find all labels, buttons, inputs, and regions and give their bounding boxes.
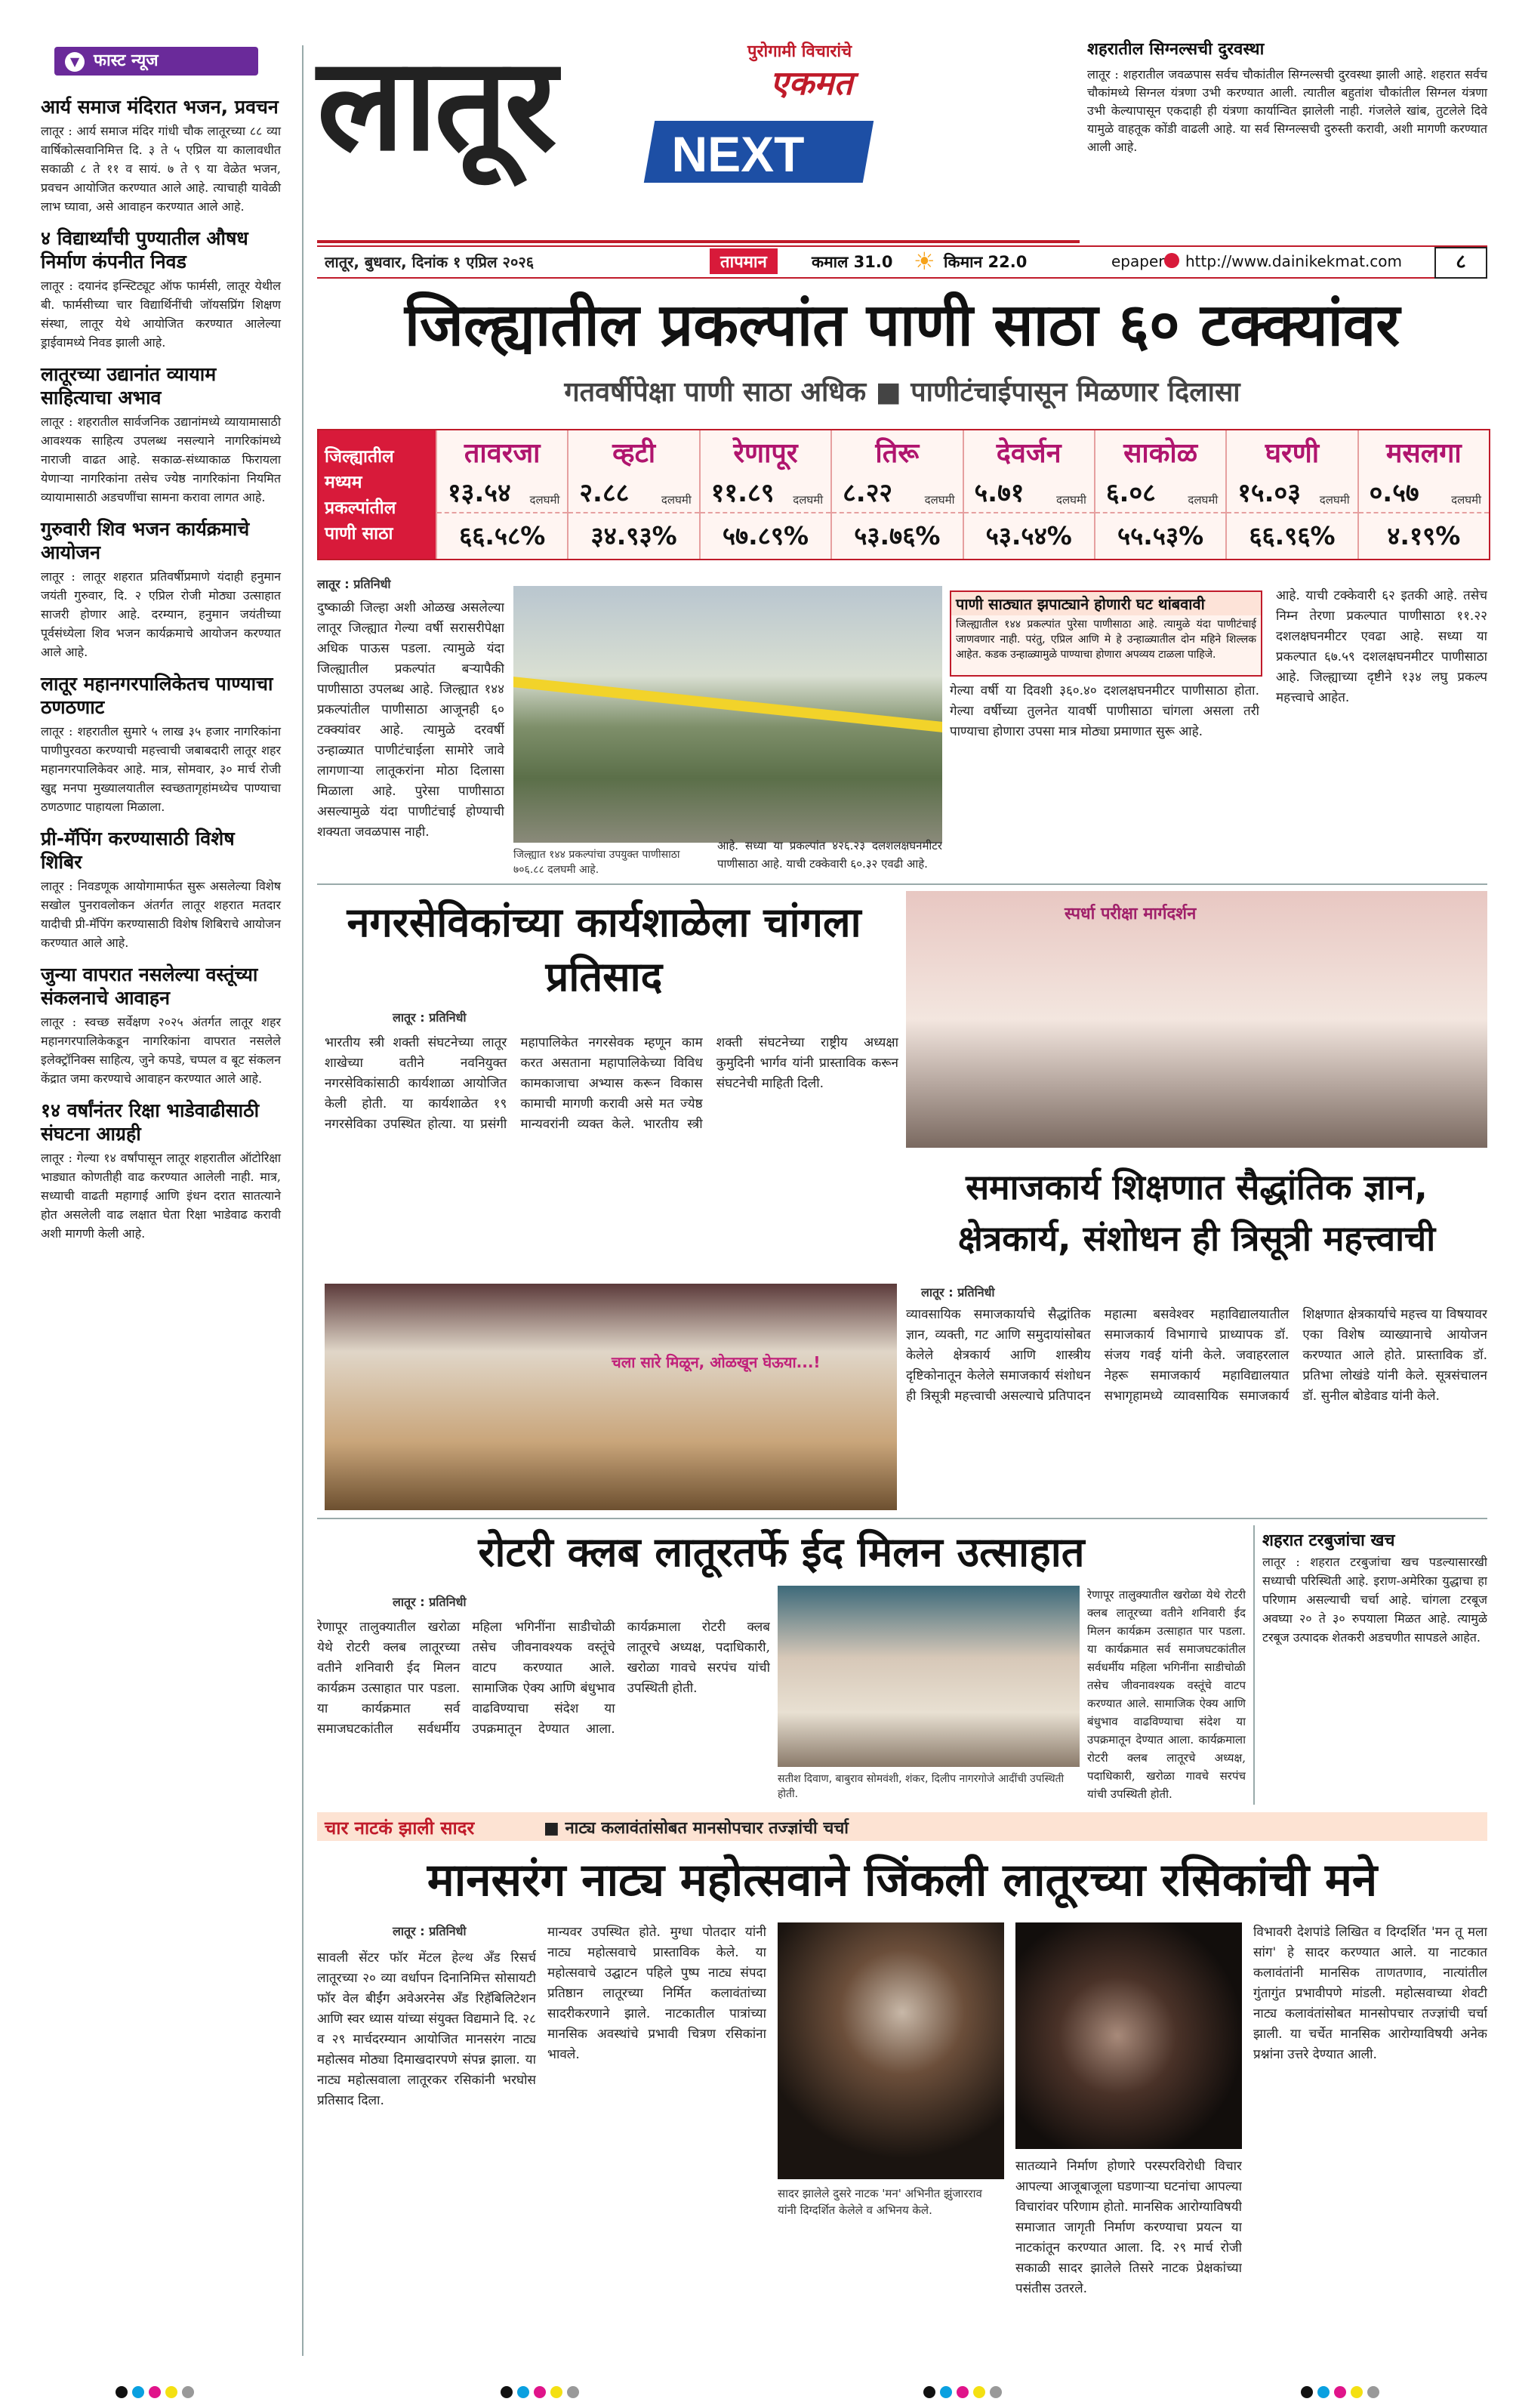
story4-body-right: रेणापूर तालुक्यातील खरोळा येथे रोटरी क्लब लातूरच्या वतीने शनिवारी ईद मिलन कार्यक्रम उत्साहात पार पडला. या कार्यक्रमात सर्व समाजघटकांतील सर्वधर्मीय महिला भगिनींना साडीचोळी तसेच जीवनावश्यक वस्तूंचे वाटप करण्यात आले. सामाजिक ऐक्य आणि बंधुभाव वाढविण्याचा संदेश या उपक्रमातून देण्यात आला. कार्यक्रमाला रोटरी क्लब लातूरचे अध्यक्ष, पदाधिकारी, खरोळा गावचे सरपंच यांची उपस्थिती होती.	[1087, 1588, 1246, 1801]
reservoir-name: तावरजा	[464, 438, 541, 469]
fast-news-body: लातूर : दयानंद इन्स्टिट्यूट ऑफ फार्मसी, लातूर येथील बी. फार्मसीच्या चार विद्यार्थिनींची जॉयसप्रिंग शिक्षण संस्था, लातूर येथे आयोजित करण्यात आलेल्या ड्राईवामध्ये निवड झाली आहे.	[41, 279, 281, 350]
globe-icon	[1164, 253, 1179, 268]
reservoir-unit: दलघमी	[793, 493, 824, 507]
reservoir-name: रेणापूर	[733, 438, 798, 469]
reservoir-name: व्हटी	[612, 438, 656, 469]
reservoir-cell	[699, 430, 830, 559]
reservoir-name: मसलगा	[1385, 438, 1462, 469]
story5-byline: लातूर : प्रतिनिधी	[393, 1924, 467, 1938]
fast-news-tag: ▼ फास्ट न्यूज	[54, 47, 258, 76]
reservoir-level	[568, 470, 698, 513]
reservoir-unit: दलघमी	[1451, 493, 1481, 507]
reservoir-name: घरणी	[1265, 438, 1320, 469]
box-body: जिल्ह्यातील १४४ प्रकल्पांत पुरेसा पाणीसाठा आहे. त्यामुळे यंदा पाणीटंचाई जाणवणार नाही. परंतु, एप्रिल आणि मे हे उन्हाळ्यातील दोन महिने शिल्लक आहेत. कडक उन्हाळ्यामुळे पाण्याचा होणारा अपव्यय टाळला पाहिजे.	[956, 618, 1256, 661]
reservoir-unit: दलघमी	[1056, 493, 1086, 507]
reservoir-value: ११.८९	[710, 478, 775, 508]
reservoir-level	[701, 470, 830, 513]
fast-news-item	[41, 362, 281, 507]
epaper-label: epaper	[1111, 252, 1165, 270]
temp-label: तापमान	[710, 248, 778, 274]
reservoir-value: ५.७१	[974, 478, 1025, 508]
reservoir-value: ०.५७	[1369, 478, 1419, 508]
story2-headline: नगरसेविकांच्या कार्यशाळेला चांगला प्रतिसाद	[347, 899, 861, 1001]
watermelon-body: लातूर : शहरात टरबुजांचा खच पडल्यासारखी सध्याची परिस्थिती आहे. इराण-अमेरिका युद्धाचा हा परिणाम असल्याची चर्चा आहे. चांगला टरबूज अवघ्या २० ते ३० रुपयाला मिळत आहे. त्यामुळे टरबूज उत्पादक शेतकरी अडचणीत सापडले आहेत.	[1262, 1555, 1487, 1645]
reservoir-percent: ५७.८९%	[722, 521, 809, 550]
reservoir-percent: ५५.५३%	[1117, 521, 1204, 550]
reservoir-cell	[1094, 430, 1225, 559]
reservoir-value: २.८८	[579, 478, 630, 508]
fast-news-body: लातूर : गेल्या १४ वर्षांपासून लातूर शहरातील ऑटोरिक्षा भाड्यात कोणतीही वाढ करण्यात आलेली नाही. मात्र, सध्याची वाढती महागाई आणि इंधन दरात सातत्याने होत असलेली वाढ लक्षात घेता रिक्षा भाडेवाढ करावी अशी मागणी केली आहे.	[41, 1151, 281, 1241]
reservoir-name: साकोळ	[1123, 438, 1198, 469]
lead-headline: जिल्ह्यातील प्रकल्पांत पाणी साठा ६० टक्क्यांवर	[404, 291, 1400, 359]
reservoir-unit: दलघमी	[1188, 493, 1219, 507]
dateline-bar	[317, 245, 1487, 279]
masthead-paper-name: एकमत	[770, 64, 853, 103]
reservoir-percent: ६६.९६%	[1249, 521, 1336, 550]
fast-news-item	[41, 95, 281, 216]
reservoir-level	[832, 470, 962, 513]
box-title: पाणी साठ्यात झपाट्याने होणारी घट थांबवावी	[951, 592, 1261, 615]
workshop-banner: चला सारे मिळून, ओळखून घेऊया...!	[612, 1353, 821, 1371]
story3-body: व्यावसायिक समाजकार्याचे सैद्धांतिक ज्ञान, व्यक्ती, गट आणि समुदायांसोबत केलेले क्षेत्रकार्य आणि शास्त्रीय दृष्टिकोनातून केलेले समाजकार्य संशोधन ही त्रिसूत्री महत्त्वाची असल्याचे प्रतिपादन महात्मा बसवेश्वर महाविद्यालयातील समाजकार्य विभागाचे प्राध्यापक डॉ. संजय गवई यांनी केले. जवाहरलाल नेहरू समाजकार्य महाविद्यालयात सभागृहामध्ये व्यावसायिक समाजकार्य शिक्षणात क्षेत्रकार्याचे महत्त्व या विषयावर एका विशेष व्याख्यानाचे आयोजन करण्यात आले होते. प्रास्ताविक डॉ. प्रतिभा लोखंडे यांनी केले. सूत्रसंचालन डॉ. सुनील बोडेवाड यांनी केले.	[906, 1307, 1487, 1404]
brief-body: लातूर : शहरातील जवळपास सर्वच चौकांतील सिग्नल्सची दुरवस्था झाली आहे. शहरात सर्वच चौकांमध्ये सिग्नल यंत्रणा उभी करण्यात आली. त्यातील बहुतांश चौकांतील सिग्नल यंत्रणा उभी केल्यापासून एकदाही ही यंत्रणा कार्यान्वित झालेली नाही. गंजलेले खांब, तुटलेले दिवे यामुळे वाहतूक कोंडी वाढली आहे. या सर्व सिग्नल्सची दुरुस्ती करावी, अशी मागणी करण्यात आली आहे.	[1087, 67, 1487, 154]
lead-caption: जिल्ह्यात १४४ प्रकल्पांचा उपयुक्त पाणीसाठा ७०६.८८ दलघमी आहे.	[513, 849, 680, 876]
reservoir-level	[1227, 470, 1357, 513]
story5-col2: मान्यवर उपस्थित होते. मुग्धा पोतदार यांनी नाट्य महोत्सवाचे प्रास्ताविक केले. या महोत्सवाचे उद्घाटन पहिले पुष्प नाट्य संपदा प्रतिष्ठान लातूरच्या निर्मित कलावंतांच्या सादरीकरणाने झाले. नाटकातील पात्रांच्या मानसिक अवस्थांचे प्रभावी चित्रण रसिकांना भावले.	[547, 1925, 766, 2062]
lead-col1: दुष्काळी जिल्हा अशी ओळख असलेल्या लातूर जिल्ह्यात गेल्या वर्षी सरासरीपेक्षा अधिक पाऊस पडला. त्यामुळे यंदा जिल्ह्यातील प्रकल्पांत बऱ्यापैकी पाणीसाठा उपलब्ध आहे. जिल्ह्यात १४४ प्रकल्पांतील पाणीसाठा आजूनही ६० टक्क्यांवर आहे. त्यामुळे दरवर्षी उन्हाळ्यात पाणीटंचाईला सामोरे जावे लागणाऱ्या लातूकरांना मोठा दिलासा मिळाला आहे. पुरेसा पाणीसाठा असल्यामुळे यंदा पाणीटंचाई होण्याची शक्यता जवळपास नाही.	[317, 600, 504, 840]
temp-max: कमाल 31.0	[812, 253, 893, 271]
fast-news-body: लातूर : स्वच्छ सर्वेक्षण २०२५ अंतर्गत लातूर शहर महानगरपालिकेकडून नागरिकांना वापरात नसलेले इलेक्ट्रॉनिक्स साहित्य, जुने कपडे, चप्पल व बूट संकलन केंद्रात जमा करण्याचे आवाहन करण्यात आले आहे.	[41, 1015, 281, 1086]
fast-news-title: गुरुवारी शिव भजन कार्यक्रमाचे आयोजन	[41, 518, 250, 563]
fast-news-item	[41, 1099, 281, 1243]
story5-col3: सातव्याने निर्माण होणारे परस्परविरोधी विचार आपल्या आजूबाजूला घडणाऱ्या घटनांचा आपल्या विचारांवर परिणाम होतो. मानसिक आरोग्याविषयी समाजात जागृती निर्माण करण्याचा प्रयत्न या नाटकांतून करण्यात आला. दि. २९ मार्च रोजी सकाळी सादर झालेले तिसरे नाटक प्रेक्षकांच्या पसंतीस उतरले.	[1015, 2159, 1242, 2296]
story5-kicker-sub: ■ नाट्य कलावंतांसोबत मानसोपचार तज्ज्ञांची चर्चा	[544, 1819, 849, 1838]
reservoir-level	[1359, 470, 1489, 513]
fast-news-body: लातूर : शहरातील सुमारे ५ लाख ३५ हजार नागरिकांना पाणीपुरवठा करण्याची महत्त्वाची जबाबदारी लातूर शहर महानगरपालिकेवर आहे. मात्र, सोमवार, ३० मार्च रोजी खुद्द मनपा मुख्यालयातील स्वच्छतागृहांमध्येच पाण्याचा ठणठणाट पाहायला मिळाला.	[41, 724, 281, 814]
masthead	[317, 30, 1080, 234]
epaper-url[interactable]: http://www.dainikekmat.com	[1185, 252, 1403, 270]
story4-byline: लातूर : प्रतिनिधी	[393, 1595, 467, 1609]
reservoir-level	[964, 470, 1094, 513]
fast-news-item	[41, 517, 281, 661]
story5-col4: विभावरी देशपांडे लिखित व दिग्दर्शित 'मन तू मला सांग' हे सादर करण्यात आले. या नाटकात कलावंतांनी मानसिक ताणतणाव, नात्यांतील गुंतागुंत प्रभावीपणे मांडली. महोत्सवाच्या शेवटी नाट्य कलावंतांसोबत मानसोपचार तज्ज्ञांची चर्चा झाली. या चर्चेत मानसिक आरोग्याविषयी अनेक प्रश्नांना उत्तरे देण्यात आली.	[1253, 1925, 1487, 2062]
sidebar-divider	[302, 45, 304, 2356]
reservoir-cell	[1357, 430, 1489, 559]
story5-caption: सादर झालेले दुसरे नाटक 'मन' अभिनीत झुंजारराव यांनी दिग्दर्शित केलेले व अभिनय केले.	[778, 2187, 982, 2217]
lead-byline: लातूर : प्रतिनिधी	[317, 577, 391, 591]
story4-headline: रोटरी क्लब लातूरतर्फे ईद मिलन उत्साहात	[478, 1528, 1085, 1576]
fast-news-item	[41, 672, 281, 816]
story3-bottom-rule	[317, 1518, 1487, 1519]
reservoir-table	[317, 429, 1490, 560]
fast-news-body: लातूर : आर्य समाज मंदिर गांधी चौक लातूरच्या ८८ व्या वार्षिकोत्सवानिमित्त दि. ३ ते ५ एप्रिल या कालावधीत सकाळी ८ ते ११ व सायं. ७ ते ९ या वेळेत भजन, प्रवचन आयोजित करण्यात आले आहे. त्याचाही यावेळी लाभ घ्यावा, असे आवाहन करण्यात आले आहे.	[41, 124, 281, 214]
story4-body-left: रेणापूर तालुक्यातील खरोळा येथे रोटरी क्लब लातूरच्या वतीने शनिवारी ईद मिलन कार्यक्रम उत्साहात पार पडला. या कार्यक्रमात सर्व समाजघटकांतील सर्वधर्मीय महिला भगिनींना साडीचोळी तसेच जीवनावश्यक वस्तूंचे वाटप करण्यात आले. सामाजिक ऐक्य आणि बंधुभाव वाढविण्याचा संदेश या उपक्रमातून देण्यात आला. कार्यक्रमाला रोटरी क्लब लातूरचे अध्यक्ष, पदाधिकारी, खरोळा गावचे सरपंच यांची उपस्थिती होती.	[317, 1620, 770, 1737]
red-rule	[317, 240, 1080, 243]
reservoir-cell	[567, 430, 698, 559]
dam-photo	[513, 586, 942, 843]
railing	[513, 677, 942, 732]
watermelon-divider	[1253, 1525, 1255, 1805]
story5-kicker: चार नाटकं झाली सादर	[325, 1818, 475, 1839]
registration-marks	[0, 2386, 1516, 2403]
dateline: लातूर, बुधवार, दिनांक १ एप्रिल २०२६	[325, 253, 535, 271]
reservoir-level	[437, 470, 567, 513]
eid-photo	[778, 1586, 1080, 1767]
story2-byline: लातूर : प्रतिनिधी	[393, 1010, 467, 1025]
seminar-photo	[906, 891, 1487, 1148]
sun-icon: ☀	[914, 247, 935, 276]
chevron-down-icon: ▼	[65, 52, 85, 72]
signals-brief	[1087, 38, 1487, 234]
seminar-banner: स्पर्धा परीक्षा मार्गदर्शन	[1065, 905, 1197, 923]
story3-headline: समाजकार्य शिक्षणात सैद्धांतिक ज्ञान, क्षेत्रकार्य, संशोधन ही त्रिसूत्री महत्त्वाची	[957, 1167, 1436, 1259]
reservoir-name: तिरू	[875, 438, 920, 469]
fast-news-item	[41, 963, 281, 1088]
reservoir-cell	[436, 430, 567, 559]
masthead-tagline: पुरोगामी विचारांचे	[747, 42, 852, 61]
fast-news-title: जुन्या वापरात नसलेल्या वस्तूंच्या संकलनाचे आवाहन	[41, 964, 258, 1009]
reservoir-value: ८.२२	[843, 478, 893, 508]
fast-news-sidebar	[20, 45, 291, 2371]
reservoir-value: १५.०३	[1237, 478, 1301, 508]
story5-col1: सावली सेंटर फॉर मेंटल हेल्थ अँड रिसर्च लातूरच्या २० व्या वर्धापन दिनानिमित्त सोसायटी फॉर वेल बीईंग अवेअरनेस अँड रिहॅबिलिटेशन आणि स्वर ध्यास यांच्या संयुक्त विद्यमाने दि. २८ व २९ मार्चदरम्यान आयोजित मानसरंग नाट्य महोत्सव मोठ्या दिमाखदारपणे संपन्न झाला. या नाट्य महोत्सवाला लातूरकर रसिकांनी भरघोस प्रतिसाद दिला.	[317, 1950, 536, 2108]
fast-news-body: लातूर : शहरातील सार्वजनिक उद्यानांमध्ये व्यायामासाठी आवश्यक साहित्य उपलब्ध नसल्याने नागरिकांमध्ये नाराजी वाढत आहे. सकाळ-संध्याकाळ फिरायला येणाऱ्या नागरिकांना तसेच ज्येष्ठ नागरिकांना नियमित व्यायामासाठी अडचणींचा सामना करावा लागत आहे.	[41, 415, 281, 504]
fast-news-title: लातूरच्या उद्यानांत व्यायाम साहित्याचा अभाव	[41, 363, 217, 409]
story3-byline: लातूर : प्रतिनिधी	[921, 1285, 995, 1300]
play-photo-1	[778, 1922, 1004, 2179]
fast-news-title: आर्य समाज मंदिरात भजन, प्रवचन	[41, 96, 279, 118]
fast-news-title: ४ विद्यार्थ्यांची पुण्यातील औषध निर्माण कंपनीत निवड	[41, 227, 248, 273]
masthead-next: NEXT	[644, 121, 874, 183]
reservoir-unit: दलघमी	[1319, 493, 1350, 507]
story4-caption: सतीश दिवाण, बाबुराव सोमवंशी, शंकर, दिलीप नागरगोजे आदींची उपस्थिती होती.	[778, 1773, 1065, 1800]
fast-news-item	[41, 827, 281, 952]
temp-min: किमान 22.0	[944, 253, 1028, 271]
fast-news-item	[41, 227, 281, 352]
reservoir-percent: ६६.५८%	[459, 521, 546, 550]
reservoir-level	[1095, 470, 1225, 513]
water-box	[950, 590, 1262, 677]
table-label: जिल्ह्यातील मध्यम प्रकल्पांतील पाणी साठा	[319, 430, 436, 559]
brief-title: शहरातील सिग्नल्सची दुरवस्था	[1087, 40, 1265, 59]
reservoir-cell	[1225, 430, 1357, 559]
lead-col3: गेल्या वर्षी या दिवशी ३६०.४० दशलक्षघनमीटर पाणीसाठा होता. गेल्या वर्षीच्या तुलनेत यावर्षी पाणीसाठा चांगला असला तरी पाण्याचा होणारा उपसा मात्र मोठ्या प्रमाणात सुरू आहे.	[950, 683, 1259, 739]
reservoir-name: देवर्जन	[996, 438, 1062, 469]
reservoir-unit: दलघमी	[529, 493, 560, 507]
reservoir-unit: दलघमी	[924, 493, 955, 507]
reservoir-cell	[830, 430, 962, 559]
reservoir-percent: ५३.५४%	[985, 521, 1072, 550]
reservoir-unit: दलघमी	[661, 493, 692, 507]
story5-kicker-bar	[317, 1812, 1487, 1841]
lead-subhead: गतवर्षीपेक्षा पाणी साठा अधिक ■ पाणीटंचाईपासून मिळणार दिलासा	[564, 377, 1240, 408]
fast-news-body: लातूर : लातूर शहरात प्रतिवर्षीप्रमाणे यंदाही हनुमान जयंती गुरुवार, दि. २ एप्रिल रोजी मोठ्या उत्साहात साजरी होणार आहे. दरम्यान, हनुमान जयंतीच्या पूर्वसंध्येला शिव भजन कार्यक्रमाचे आयोजन करण्यात आले आहे.	[41, 569, 281, 659]
fast-news-title: १४ वर्षांनंतर रिक्षा भाडेवाढीसाठी संघटना आग्रही	[41, 1099, 260, 1145]
reservoir-value: ६.०८	[1105, 478, 1156, 508]
workshop-photo	[325, 1284, 897, 1510]
story5-headline: मानसरंग नाट्य महोत्सवाने जिंकली लातूरच्या रसिकांची मने	[427, 1854, 1378, 1907]
reservoir-value: १३.५४	[448, 478, 511, 508]
reservoir-cell	[963, 430, 1094, 559]
masthead-title: लातूर	[317, 30, 554, 180]
story2-body: भारतीय स्त्री शक्ती संघटनेच्या लातूर शाखेच्या वतीने नवनियुक्त नगरसेविकांसाठी कार्यशाळा आयोजित केली होती. या कार्यशाळेत १९ नगरसेविका उपस्थित होत्या. या प्रसंगी महापालिकेत नगरसेवक म्हणून काम करत असताना महापालिकेच्या विविध कामकाजाचा अभ्यास करून विकास कामाची मागणी करावी असे मत ज्येष्ठ मान्यवरांनी व्यक्त केले. भारतीय स्त्री शक्ती संघटनेच्या राष्ट्रीय अध्यक्षा कुमुदिनी भार्गव यांनी प्रास्ताविक करून संघटनेची माहिती दिली.	[325, 1035, 898, 1132]
fast-news-list	[41, 95, 281, 1253]
lead-col2: आहे. सध्या या प्रकल्पांत ४२६.२३ दलशलक्षघनमीटर पाणीसाठा आहे. याची टक्केवारी ६०.३२ एवढी आहे.	[717, 839, 942, 871]
lead-bottom-rule	[317, 883, 1487, 885]
lead-col4: आहे. याची टक्केवारी ६२ इतकी आहे. तसेच निम्न तेरणा प्रकल्पात पाणीसाठा ११.२२ दशलक्षघनमीटर एवढा आहे. सध्या या प्रकल्पात ६७.५९ दशलक्षघनमीटर पाणीसाठा आहे. जिल्ह्याच्या दृष्टीने १३४ लघु प्रकल्प महत्त्वाचे आहेत.	[1276, 588, 1487, 705]
reservoir-percent: ३४.९३%	[590, 521, 677, 550]
reservoir-percent: ५३.७६%	[854, 521, 941, 550]
page-number: ८	[1434, 247, 1487, 279]
play-photo-2	[1015, 1922, 1242, 2149]
watermelon-title: शहरात टरबुजांचा खच	[1262, 1531, 1395, 1550]
reservoir-percent: ४.१९%	[1387, 521, 1461, 550]
fast-news-body: लातूर : निवडणूक आयोगामार्फत सुरू असलेल्या विशेष सखोल पुनरावलोकन अंतर्गत लातूर शहरात मतदार यादीची प्री-मॅपिंग करण्यासाठी विशेष शिबिराचे आयोजन करण्यात आले आहे.	[41, 879, 281, 950]
fast-news-title: प्री-मॅपिंग करण्यासाठी विशेष शिबिर	[41, 828, 235, 873]
fast-news-title: लातूर महानगरपालिकेतच पाण्याचा ठणठणाट	[41, 673, 273, 718]
